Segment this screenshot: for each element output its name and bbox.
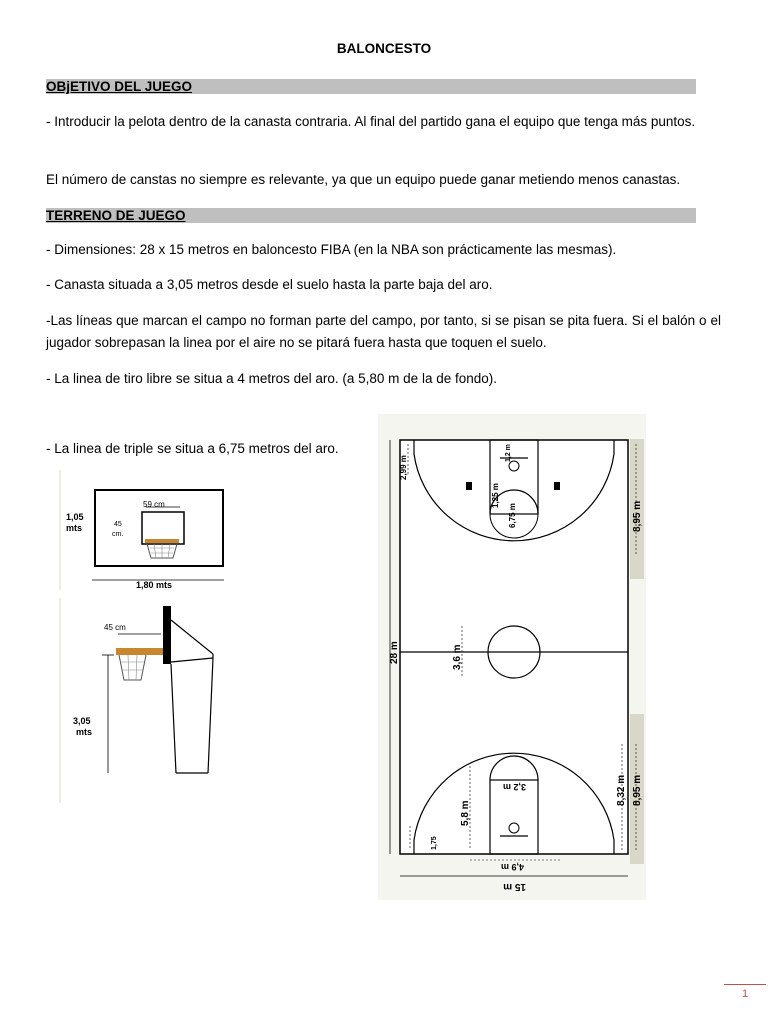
page-number: 1 — [724, 984, 766, 1000]
inner-height-unit: cm. — [112, 531, 124, 538]
document-title: BALONCESTO — [336, 41, 432, 56]
backboard-height-unit: mts — [66, 523, 83, 533]
center-circle-label: 3,6 m — [452, 644, 463, 670]
backboard-diagram — [58, 470, 238, 590]
paragraph-triple: - La linea de triple se situa a 6,75 metros del aro. — [46, 441, 339, 456]
baseline-to-ft-label: 2,99 m — [399, 455, 408, 480]
lane-block-label: 1,25 m — [491, 483, 500, 508]
arm-length-label: 45 cm — [104, 623, 126, 632]
hoop-side-diagram — [58, 598, 228, 808]
backboard-side — [163, 606, 171, 664]
inner-height-label: 45 — [114, 521, 122, 528]
rim-arm — [116, 648, 163, 655]
hoop-height-unit: mts — [76, 727, 93, 737]
paragraph-lineas: -Las líneas que marcan el campo no forman parte del campo, por tanto, si se pisan se pita fuera. Si el balón o el jugador sobrepasan la linea por el aire no se pitará fuera hasta que toquen el suelo. — [46, 313, 721, 350]
paragraph-tiro-libre: - La linea de tiro libre se situa a 4 metros del aro. (a 5,80 m de la de fondo). — [46, 371, 497, 386]
inner-width-label: 59 cm — [143, 500, 165, 509]
section-heading-objetivo: OBjETIVO DEL JUEGO — [46, 79, 696, 94]
rim-offset-label: 1,2 m — [505, 444, 512, 462]
court-diagram — [378, 414, 646, 900]
hoop-height-label: 3,05 — [73, 716, 91, 726]
ft-distance-label: 5,8 m — [460, 800, 471, 826]
net-side — [119, 655, 146, 680]
three-top-label: 8,95 m — [632, 500, 643, 532]
backboard-width-label: 1,80 mts — [136, 580, 173, 590]
three-bottom-label: 8,95 m — [632, 774, 643, 806]
court-width-label: 15 m — [503, 881, 526, 892]
court-length-label: 28 m — [389, 641, 400, 664]
paragraph-objective: - Introducir la pelota dentro de la canasta contraria. Al final del partido gana el equipo que tenga más puntos. — [46, 114, 696, 129]
rim — [145, 539, 179, 543]
section-heading-terreno: TERRENO DE JUEGO — [46, 208, 696, 223]
three-radius-label: 6,75 m — [508, 503, 517, 528]
corner-three-label: 8,32 m — [616, 774, 627, 806]
ft-circle-label: 3,2 m — [502, 782, 526, 792]
lane-width-label: 4,9 m — [500, 862, 524, 872]
paragraph-canastas: El número de canstas no siempre es relevante, ya que un equipo puede ganar metiendo menos canastas. — [46, 172, 681, 187]
backboard-height-label: 1,05 — [66, 512, 84, 522]
paragraph-canasta: - Canasta situada a 3,05 metros desde el suelo hasta la parte baja del aro. — [46, 277, 493, 292]
corner-label: 1,75 — [431, 836, 438, 850]
paragraph-dimensiones: - Dimensiones: 28 x 15 metros en baloncesto FIBA (en la NBA son prácticamente las mesmas). — [46, 242, 617, 257]
